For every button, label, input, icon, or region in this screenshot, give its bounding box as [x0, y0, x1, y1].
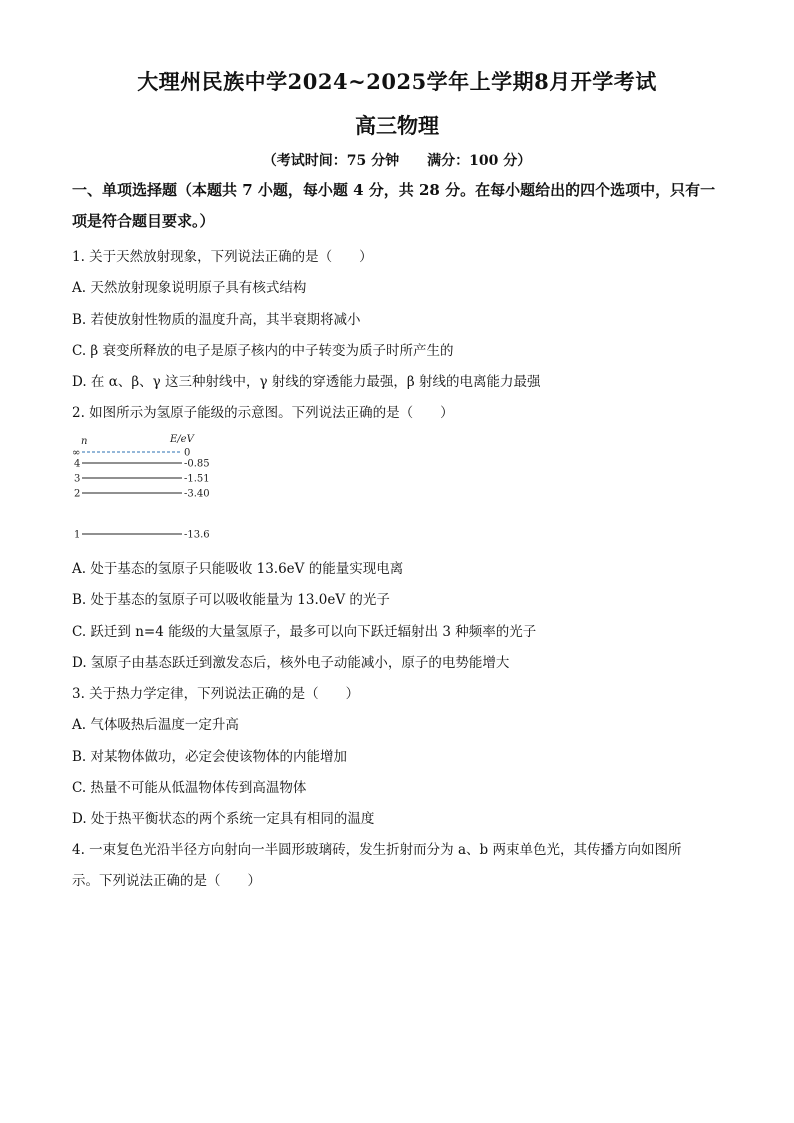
q3-option-a: A. 气体吸热后温度一定升高	[72, 717, 239, 733]
q3-stem: 3. 关于热力学定律，下列说法正确的是（ ）	[72, 686, 360, 702]
q3-option-b: B. 对某物体做功，必定会使该物体的内能增加	[72, 749, 348, 765]
q2-option-b: B. 处于基态的氢原子可以吸收能量为 13.0eV 的光子	[72, 592, 390, 608]
n-axis-label: n	[81, 436, 88, 447]
q1-option-d: D. 在 α、β、γ 这三种射线中，γ 射线的穿透能力最强，β 射线的电离能力最强	[72, 374, 541, 390]
energy-levels	[72, 448, 210, 541]
level-n-label: 2	[74, 488, 81, 500]
exam-time: （考试时间：75 分钟	[262, 153, 400, 169]
q1-option-c: C. β 衰变所释放的电子是原子核内的中子转变为质子时所产生的	[72, 343, 454, 359]
level-n-label: 3	[74, 473, 81, 485]
q3-option-c: C. 热量不可能从低温物体传到高温物体	[72, 780, 307, 796]
q1-stem: 1. 关于天然放射现象，下列说法正确的是（ ）	[72, 249, 373, 265]
level-energy-label: -13.6	[184, 529, 210, 541]
level-n-label: ∞	[72, 447, 81, 459]
q3-option-d: D. 处于热平衡状态的两个系统一定具有相同的温度	[72, 811, 375, 827]
exam-title: 大理州民族中学2024~2025学年上学期8月开学考试	[137, 69, 657, 94]
q2-option-d: D. 氢原子由基态跃迁到激发态后，核外电子动能减小，原子的电势能增大	[72, 655, 510, 671]
q1-option-b: B. 若使放射性物质的温度升高，其半衰期将减小	[72, 312, 361, 328]
section-heading: 一、单项选择题（本题共 7 小题，每小题 4 分，共 28 分。在每小题给出的四个选项中，只有一项是符合题目要求。）	[72, 181, 716, 230]
level-energy-label: -1.51	[184, 473, 210, 485]
q1-option-a: A. 天然放射现象说明原子具有核式结构	[72, 280, 307, 296]
q2-option-a: A. 处于基态的氢原子只能吸收 13.6eV 的能量实现电离	[72, 561, 404, 577]
q4-stem-line1: 4. 一束复色光沿半径方向射向一半圆形玻璃砖，发生折射而分为 a、b 两束单色光，其传播方向如图所	[72, 842, 682, 858]
exam-score: 满分：100 分）	[427, 153, 532, 169]
q2-option-c: C. 跃迁到 n=4 能级的大量氢原子，最多可以向下跃迁辐射出 3 种频率的光子	[72, 624, 537, 640]
energy-axis-label: E/eV	[170, 434, 194, 445]
level-energy-label: -0.85	[184, 458, 210, 470]
q4-stem-line2: 示。下列说法正确的是（ ）	[72, 873, 261, 889]
level-energy-label: 0	[184, 447, 191, 459]
level-energy-label: -3.40	[184, 488, 210, 500]
energy-level-diagram	[70, 430, 230, 545]
level-n-label: 4	[74, 458, 81, 470]
q2-stem: 2. 如图所示为氢原子能级的示意图。下列说法正确的是（ ）	[72, 405, 454, 421]
exam-subject: 高三物理	[355, 113, 439, 138]
level-n-label: 1	[74, 529, 81, 541]
exam-info	[0, 150, 794, 170]
